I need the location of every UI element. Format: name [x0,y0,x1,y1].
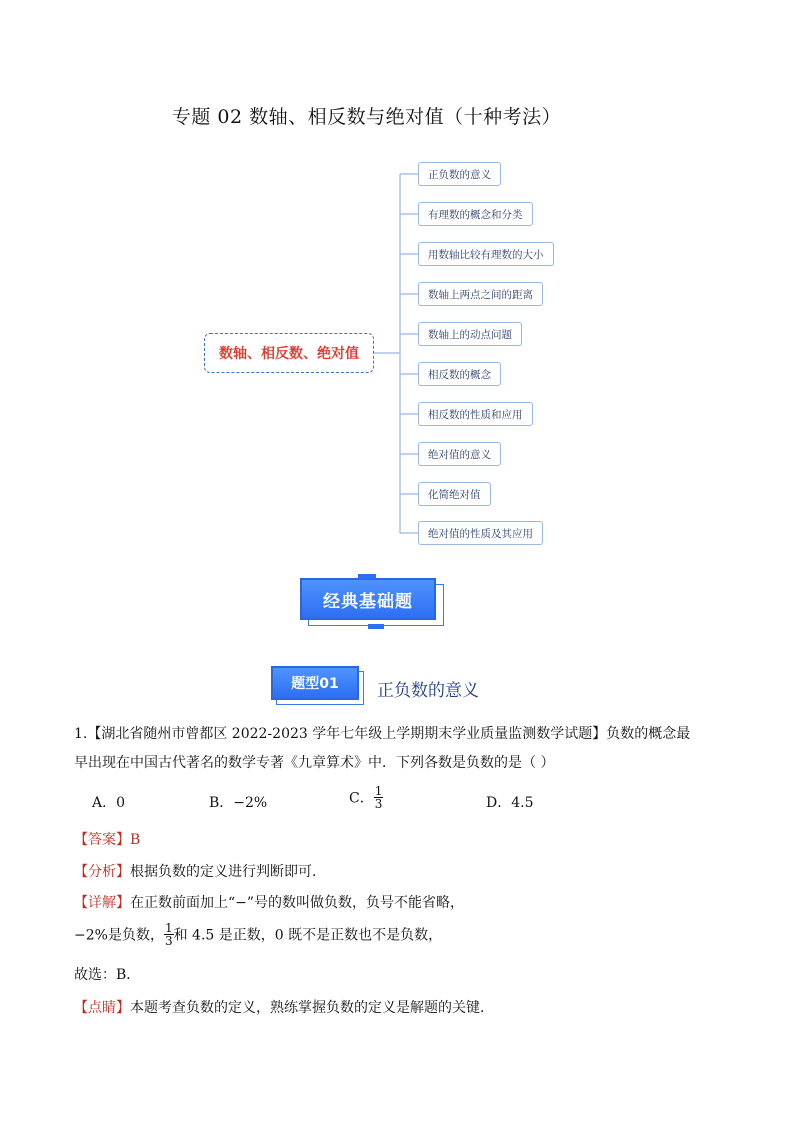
fraction: $\frac{1}{3}$ [164,921,173,948]
mindmap-branch: 用数轴比较有理数的大小 [418,242,554,266]
mindmap-root: 数轴、相反数、绝对值 [204,333,374,373]
banner-decoration [358,574,376,579]
detail-line2: −2%是负数， $\frac{1}{3}$ 和 4.5 是正数，0 既不是正数也不是负数， [74,921,443,948]
banner-decoration [368,624,384,629]
mindmap-branch: 有理数的概念和分类 [418,202,533,226]
question-type-badge [271,666,367,706]
question-stem-line1: 1.【湖北省随州市曾都区 2022-2023 学年七年级上学期期末学业质量监测数学试题】负数的概念最 [74,726,691,742]
analysis-line: 【分析】根据负数的定义进行判断即可． [74,864,326,880]
mindmap-branch: 相反数的性质和应用 [418,402,533,426]
option-a: A．0 [92,795,126,811]
mindmap-branch: 化简绝对值 [418,482,491,506]
answer-line: 【答案】B [74,832,141,848]
mindmap-branch: 数轴上的动点问题 [418,322,522,346]
detail-line1: 【详解】在正数前面加上“−”号的数叫做负数，负号不能省略， [74,895,465,911]
option-c: C． $\frac{1}{3}$ [349,784,383,811]
mindmap-branch: 数轴上两点之间的距离 [418,282,543,306]
mindmap-branch: 相反数的概念 [418,362,501,386]
page-title: 专题 02 数轴、相反数与绝对值（十种考法） [171,106,562,128]
fraction: $\frac{1}{3}$ [374,784,383,811]
mindmap-branch: 绝对值的性质及其应用 [418,521,543,545]
detail-line3: 故选：B． [74,967,141,983]
option-d: D．4.5 [486,795,534,811]
mindmap-branch: 正负数的意义 [418,162,501,186]
question-type-title: 正负数的意义 [377,681,479,701]
mindmap-branch: 绝对值的意义 [418,442,501,466]
badge-label: 题型01 [271,666,359,700]
comment-line: 【点睛】本题考查负数的定义，熟练掌握负数的定义是解题的关键． [74,1000,494,1016]
question-stem-line2: 早出现在中国古代著名的数学专著《九章算术》中．下列各数是负数的是（ ） [74,755,555,771]
option-b: B．−2% [209,795,268,811]
section-banner [300,578,445,630]
banner-label: 经典基础题 [300,578,436,620]
